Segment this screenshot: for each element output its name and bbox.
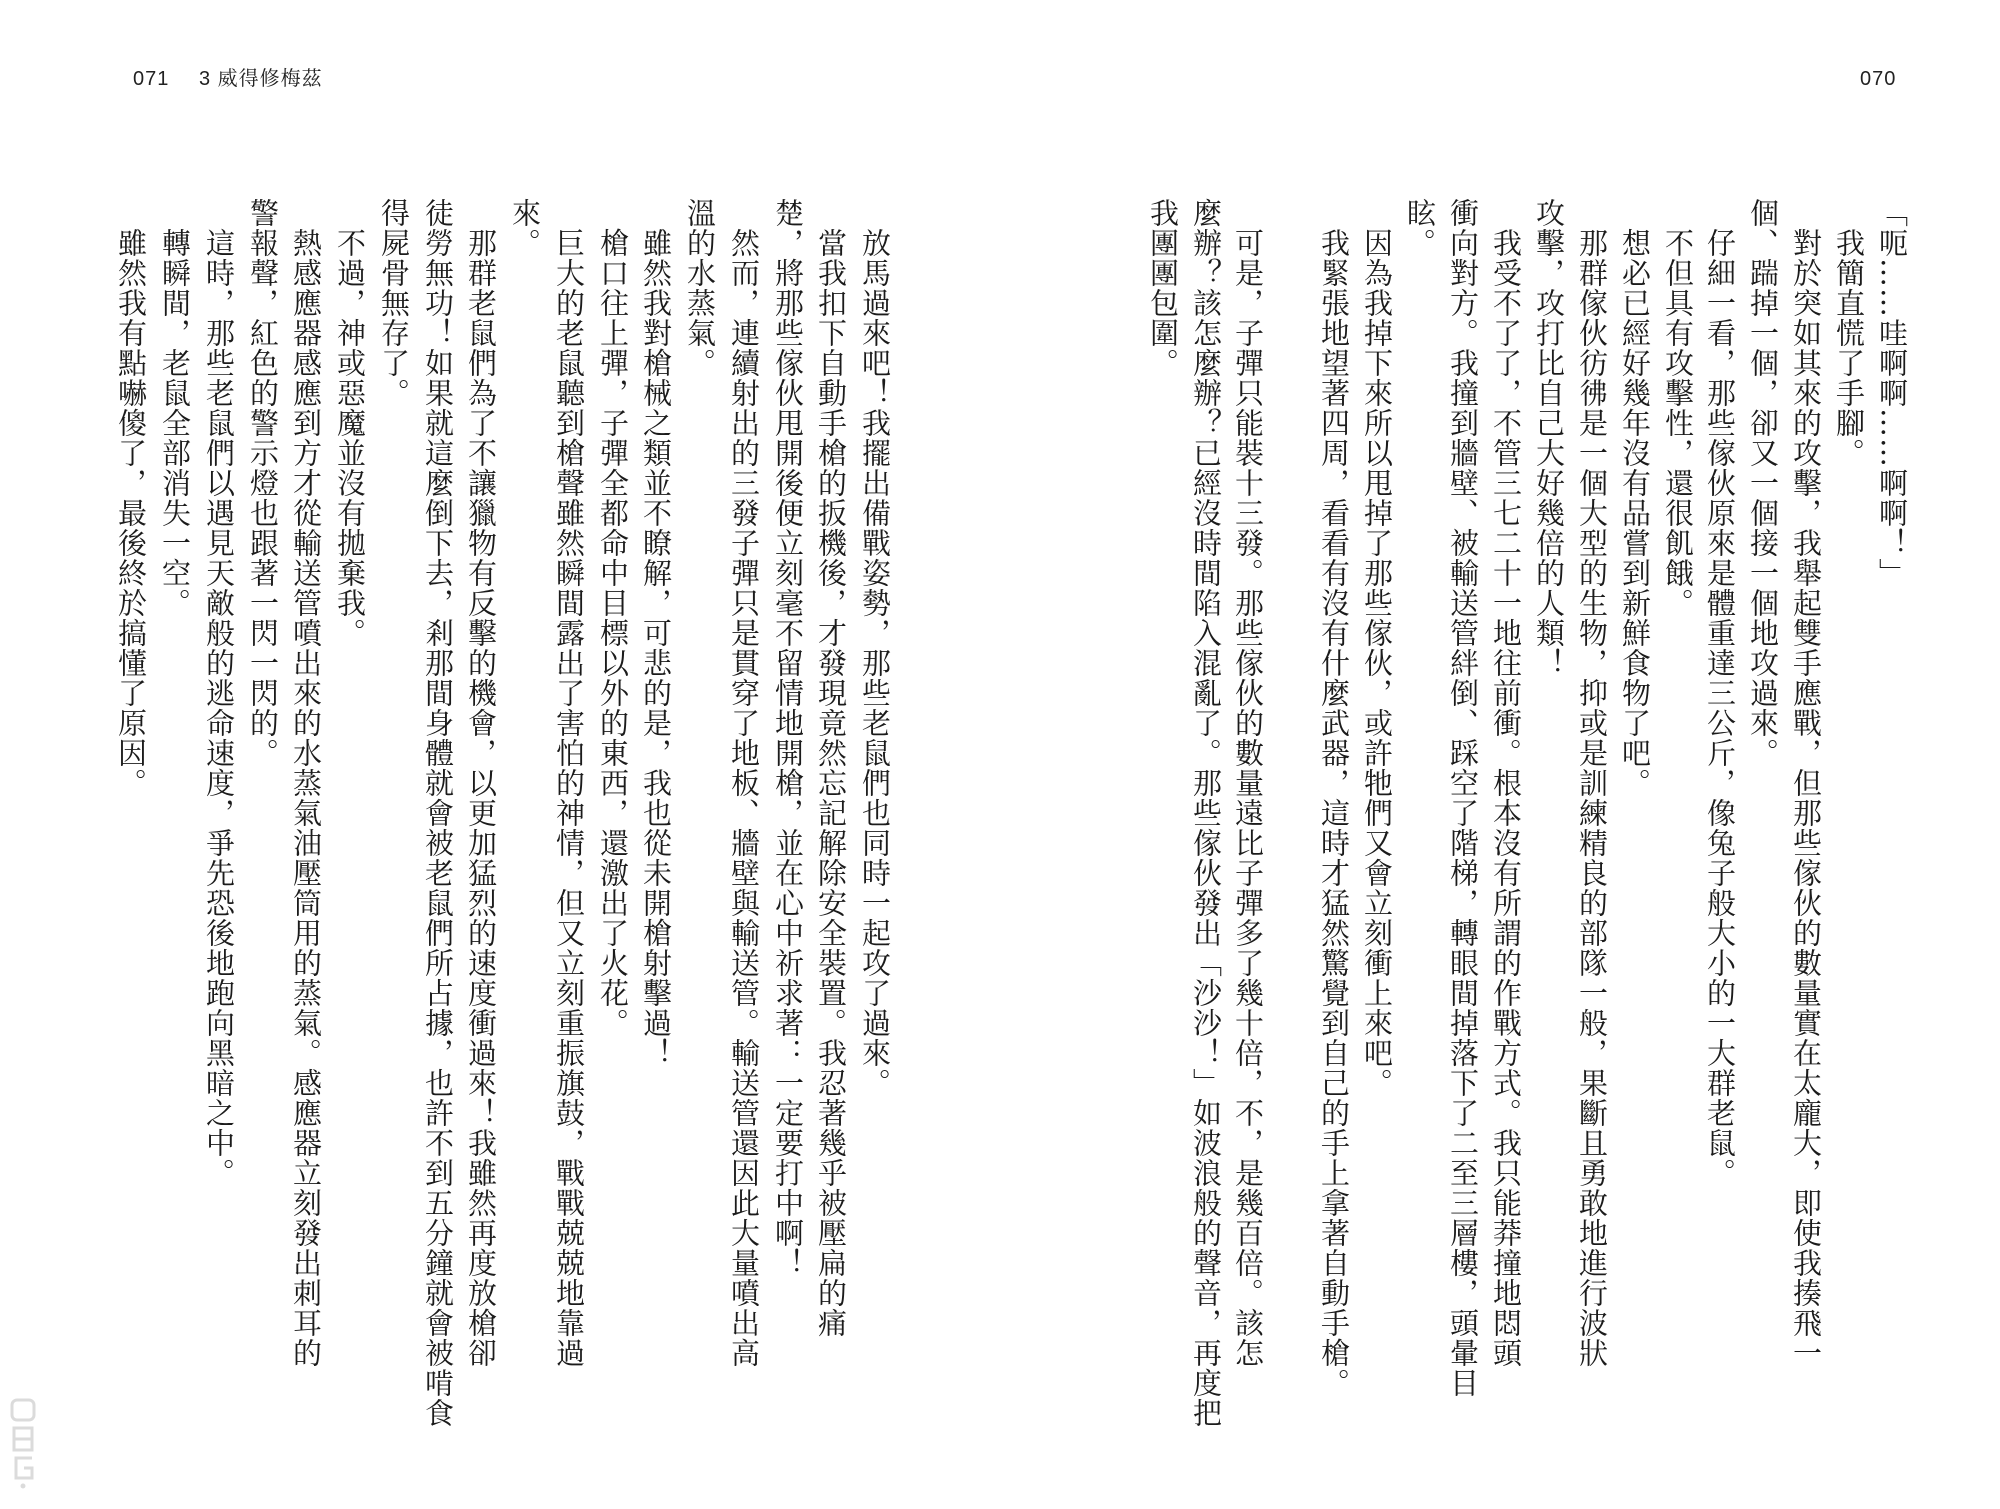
text-column: 雖然我對槍械之類並不瞭解，可悲的是，我也從未開槍射擊過！ — [639, 228, 673, 1068]
text-column: 我受不了了，不管三七二十一地往前衝。根本沒有所謂的作戰方式。我只能莽撞地悶頭 — [1489, 228, 1523, 1368]
text-column: 溫的水蒸氣。 — [683, 198, 717, 378]
text-column: 個、踹掉一個，卻又一個接一個地攻過來。 — [1746, 198, 1780, 768]
text-column: 楚，將那些傢伙甩開後便立刻毫不留情地開槍，並在心中祈求著：一定要打中啊！ — [771, 198, 805, 1278]
text-column: 眩。 — [1403, 198, 1437, 258]
text-column: 巨大的老鼠聽到槍聲雖然瞬間露出了害怕的神情，但又立刻重振旗鼓，戰戰兢兢地靠過 — [552, 228, 586, 1368]
text-column: 對於突如其來的攻擊，我舉起雙手應戰，但那些傢伙的數量實在太龐大，即使我揍飛一 — [1789, 228, 1823, 1368]
text-column: 放馬過來吧！我擺出備戰姿勢，那些老鼠們也同時一起攻了過來。 — [858, 228, 892, 1098]
text-column: 因為我掉下來所以甩掉了那些傢伙，或許牠們又會立刻衝上來吧。 — [1360, 228, 1394, 1098]
left-page-number: 071 — [133, 68, 170, 90]
right-page-number: 070 — [1860, 68, 1897, 90]
text-column: 想必已經好幾年沒有品嘗到新鮮食物了吧。 — [1618, 228, 1652, 798]
text-column: 仔細一看，那些傢伙原來是體重達三公斤，像兔子般大小的一大群老鼠。 — [1703, 228, 1737, 1188]
text-column: 那群傢伙彷彿是一個大型的生物，抑或是訓練精良的部隊一般，果斷且勇敢地進行波狀 — [1575, 228, 1609, 1368]
text-column: 熱感應器感應到方才從輸送管噴出來的水蒸氣油壓筒用的蒸氣。感應器立刻發出刺耳的 — [289, 228, 323, 1368]
chapter-title: 3 威得修梅茲 — [199, 68, 323, 90]
text-column: 這時，那些老鼠們以遇見天敵般的逃命速度，爭先恐後地跑向黑暗之中。 — [202, 228, 236, 1188]
text-column: 來。 — [508, 198, 542, 258]
text-column: 我簡直慌了手腳。 — [1832, 228, 1866, 468]
text-column: 我團團包圍。 — [1146, 198, 1180, 378]
text-column: 然而，連續射出的三發子彈只是貫穿了地板、牆壁與輸送管。輸送管還因此大量噴出高 — [727, 228, 761, 1368]
text-column: 「呃……哇啊啊……啊啊！」 — [1875, 198, 1909, 588]
text-column: 衝向對方。我撞到牆壁、被輸送管絆倒、踩空了階梯，轉眼間掉落下了二至三層樓，頭暈目 — [1446, 198, 1480, 1398]
text-column: 不但具有攻擊性，還很飢餓。 — [1661, 228, 1695, 618]
text-column: 槍口往上彈，子彈全都命中目標以外的東西，還激出了火花。 — [596, 228, 630, 1038]
text-column: 攻擊，攻打比自己大好幾倍的人類！ — [1532, 198, 1566, 678]
text-column: 當我扣下自動手槍的扳機後，才發現竟然忘記解除安全裝置。我忍著幾乎被壓扁的痛 — [814, 228, 848, 1338]
watermark-logo-icon — [6, 1398, 40, 1490]
text-column: 轉瞬間，老鼠全部消失一空。 — [158, 228, 192, 618]
text-column: 可是，子彈只能裝十三發。那些傢伙的數量遠比子彈多了幾十倍，不，是幾百倍。該怎 — [1231, 228, 1265, 1368]
text-column: 得屍骨無存了。 — [377, 198, 411, 408]
text-column: 我緊張地望著四周，看看有沒有什麼武器，這時才猛然驚覺到自己的手上拿著自動手槍。 — [1317, 228, 1351, 1398]
text-column: 那群老鼠們為了不讓獵物有反擊的機會，以更加猛烈的速度衝過來！我雖然再度放槍卻 — [464, 228, 498, 1368]
text-column: 麼辦？該怎麼辦？已經沒時間陷入混亂了。那些傢伙發出「沙沙！」如波浪般的聲音，再度把 — [1189, 198, 1223, 1428]
text-column: 雖然我有點嚇傻了，最後終於搞懂了原因。 — [114, 228, 148, 798]
text-column: 不過，神或惡魔並沒有拋棄我。 — [333, 228, 367, 648]
text-column: 警報聲，紅色的警示燈也跟著一閃一閃的。 — [246, 198, 280, 768]
text-column: 徒勞無功！如果就這麼倒下去，剎那間身體就會被老鼠們所占據，也許不到五分鐘就會被啃食 — [421, 198, 455, 1428]
right-page — [1000, 0, 2000, 1509]
